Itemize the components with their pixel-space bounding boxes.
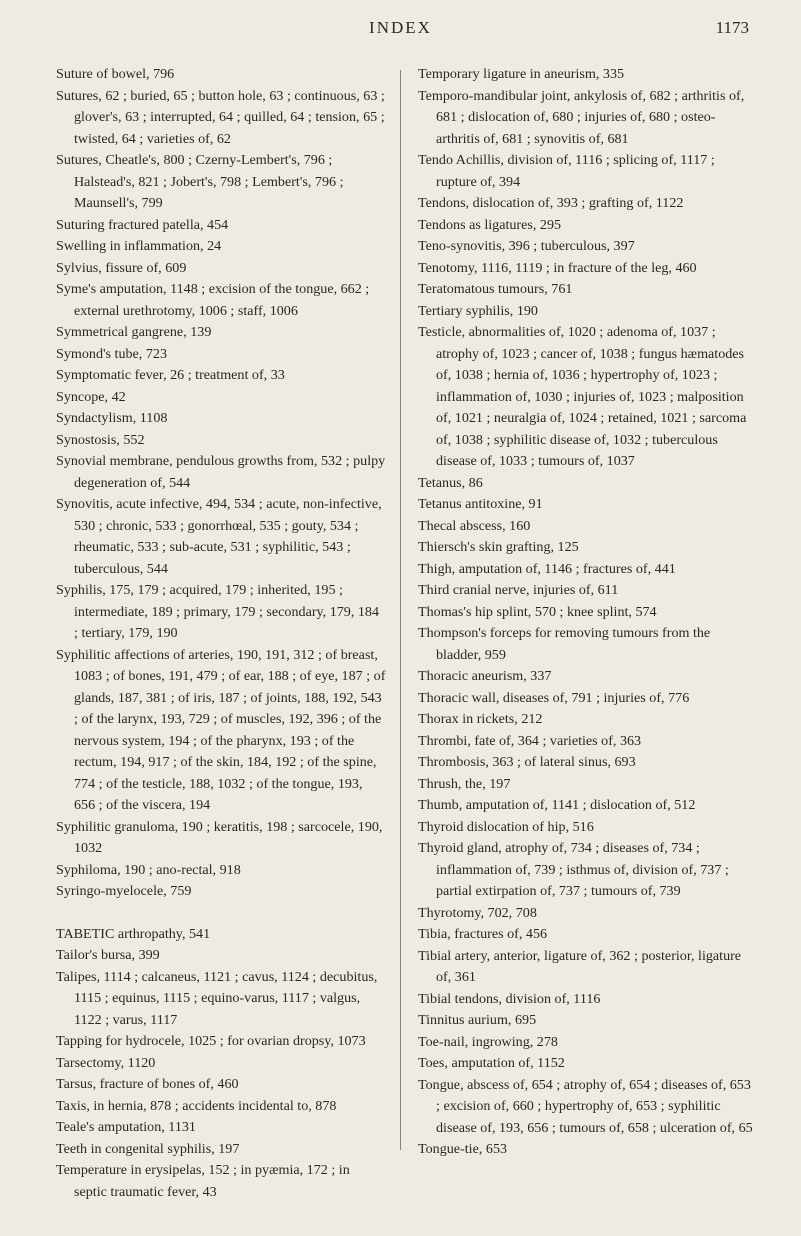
index-entry: Syringo-myelocele, 759 xyxy=(56,883,192,899)
index-entry: Teeth in congenital syphilis, 197 xyxy=(56,1140,240,1157)
index-entry: Toe-nail, ingrowing, 278 xyxy=(418,1033,558,1050)
index-entry: Toes, amputation of, 1152 xyxy=(418,1055,565,1071)
index-entry: Thrush, the, 197 xyxy=(418,775,511,792)
index-entry: Tinnitus aurium, 695 xyxy=(418,1012,537,1028)
index-entry: Symptomatic fever, 26 ; treatment of, 33 xyxy=(56,367,285,383)
index-entry: Tetanus, 86 xyxy=(418,474,483,491)
index-entry: Syphilitic granuloma, 190 ; keratitis, 198 ; sarcocele, 190, 1032 xyxy=(56,818,383,856)
index-entry: Thompson's forceps for removing tumours from the bladder, 959 xyxy=(418,625,711,663)
index-entry: Teno-synovitis, 396 ; tuberculous, 397 xyxy=(418,238,635,254)
index-entry: Thoracic aneurism, 337 xyxy=(418,668,552,684)
index-entry: Tongue-tie, 653 xyxy=(418,1141,508,1157)
index-entry: Swelling in inflammation, 24 xyxy=(56,238,222,254)
index-entry: Thecal abscess, 160 xyxy=(418,517,531,534)
index-entry: Talipes, 1114 ; calcaneus, 1121 ; cavus, 1124 ; decubitus, 1115 ; equinus, 1115 ; equino-varus, 1117 ; valgus, 1122 ; varus, 1117 xyxy=(56,968,378,1028)
index-entry: Tendons as ligatures, 295 xyxy=(418,216,562,233)
index-entry: Tenotomy, 1116, 1119 ; in fracture of the leg, 460 xyxy=(418,259,697,276)
index-entry: Tibial tendons, division of, 1116 xyxy=(418,990,601,1007)
index-entry: Thyroid dislocation of hip, 516 xyxy=(418,818,594,835)
index-entry: Thiersch's skin grafting, 125 xyxy=(418,539,579,555)
index-entry: Sutures, Cheatle's, 800 ; Czerny-Lembert's, 796 ; Halstead's, 821 ; Jobert's, 798 ; Lembert's, 796 ; Maunsell's, 799 xyxy=(56,152,344,211)
index-entry: Thomas's hip splint, 570 ; knee splint, 574 xyxy=(418,603,657,620)
index-entry: Thigh, amputation of, 1146 ; fractures of, 441 xyxy=(418,560,676,577)
index-entry: Third cranial nerve, injuries of, 611 xyxy=(418,582,619,598)
index-entry: Tetanus antitoxine, 91 xyxy=(418,496,543,512)
index-entry: Teratomatous tumours, 761 xyxy=(418,281,573,297)
index-entry: Sylvius, fissure of, 609 xyxy=(56,259,187,276)
index-entry: Syme's amputation, 1148 ; excision of the tongue, 662 ; external urethrotomy, 1006 ; staff, 1006 xyxy=(56,281,370,319)
index-entry: Tarsectomy, 1120 xyxy=(56,1054,156,1071)
index-entry: Tailor's bursa, 399 xyxy=(56,947,160,963)
index-entry: Syphiloma, 190 ; ano-rectal, 918 xyxy=(56,861,241,878)
index-entry: Tarsus, fracture of bones of, 460 xyxy=(56,1076,239,1092)
page-number: 1173 xyxy=(715,18,749,37)
index-entry: Tertiary syphilis, 190 xyxy=(418,302,538,319)
index-entry: TABETIC arthropathy, 541 xyxy=(56,925,211,942)
index-entry: Syphilitic affections of arteries, 190, 191, 312 ; of breast, 1083 ; of bones, 191, 479 ; of ear, 188 ; of eye, 187 ; of glands, 187, 381 ; of iris, 187 ; of joints, 188, 192, 543 ; of the larynx, 193, 729 ; of muscles, 192, 396 ; of the nervous system, 194 ; of the pharynx, 193 ; of the rectum, 194, 917 ; of the skin, 184, 192 ; of the spine, 774 ; of the testicle, 188, 1032 ; of the tongue, 193, 656 ; of the viscera, 194 xyxy=(56,646,386,813)
page-header xyxy=(0,18,801,48)
index-entry: Suture of bowel, 796 xyxy=(56,66,175,82)
index-entry: Symond's tube, 723 xyxy=(56,345,167,362)
index-entry: Tibia, fractures of, 456 xyxy=(418,926,548,942)
index-entry: Temperature in erysipelas, 152 ; in pyæmia, 172 ; in septic traumatic fever, 43 xyxy=(56,1162,350,1200)
index-entry: Tendons, dislocation of, 393 ; grafting of, 1122 xyxy=(418,195,684,211)
index-column-left xyxy=(56,64,386,1203)
running-head: INDEX xyxy=(369,18,432,37)
index-entry: Thoracic wall, diseases of, 791 ; injuries of, 776 xyxy=(418,689,690,706)
section-gap xyxy=(56,903,386,924)
index-entry: Symmetrical gangrene, 139 xyxy=(56,324,212,340)
index-entry: Taxis, in hernia, 878 ; accidents incidental to, 878 xyxy=(56,1097,337,1114)
index-entry: Teale's amputation, 1131 xyxy=(56,1119,196,1135)
index-entry: Suturing fractured patella, 454 xyxy=(56,216,229,233)
index-entry: Thumb, amputation of, 1141 ; dislocation of, 512 xyxy=(418,797,696,813)
index-entry: Thorax in rickets, 212 xyxy=(418,711,543,727)
index-entry: Syphilis, 175, 179 ; acquired, 179 ; inherited, 195 ; intermediate, 189 ; primary, 179 ; secondary, 179, 184 ; tertiary, 179, 190 xyxy=(56,582,380,641)
column-divider xyxy=(400,70,401,1150)
index-entry: Tibial artery, anterior, ligature of, 362 ; posterior, ligature of, 361 xyxy=(418,947,742,985)
index-entry: Tongue, abscess of, 654 ; atrophy of, 654 ; diseases of, 653 ; excision of, 660 ; hypertrophy of, 653 ; syphilitic disease of, 193, 656 ; tumours of, 658 ; ulceration of, 65 xyxy=(418,1076,753,1136)
index-entry: Testicle, abnormalities of, 1020 ; adenoma of, 1037 ; atrophy of, 1023 ; cancer of, 1038 ; fungus hæmatodes of, 1038 ; hernia of, 1036 ; hypertrophy of, 1023 ; inflammation of, 1030 ; injuries of, 1023 ; malposition of, 1021 ; neuralgia of, 1024 ; retained, 1021 ; sarcoma of, 1038 ; syphilitic disease of, 1032 ; tuberculous disease of, 1033 ; tumours of, 1037 xyxy=(418,324,747,469)
index-entry: Thyroid gland, atrophy of, 734 ; diseases of, 734 ; inflammation of, 739 ; isthmus of, division of, 737 ; partial extirpation of, 737 ; tumours of, 739 xyxy=(418,840,729,899)
index-entry: Thyrotomy, 702, 708 xyxy=(418,904,537,921)
index-entry: Synovial membrane, pendulous growths from, 532 ; pulpy degeneration of, 544 xyxy=(56,453,386,491)
index-entry: Syncope, 42 xyxy=(56,388,126,405)
index-entry: Sutures, 62 ; buried, 65 ; button hole, 63 ; continuous, 63 ; glover's, 63 ; interrupted, 64 ; quilled, 64 ; tension, 65 ; twisted, 64 ; varieties of, 62 xyxy=(56,87,385,147)
index-entry: Thrombosis, 363 ; of lateral sinus, 693 xyxy=(418,754,636,770)
index-entry: Tendo Achillis, division of, 1116 ; splicing of, 1117 ; rupture of, 394 xyxy=(418,152,715,190)
index-entry: Temporary ligature in aneurism, 335 xyxy=(418,66,625,82)
index-entry: Thrombi, fate of, 364 ; varieties of, 363 xyxy=(418,732,642,749)
index-entry: Temporo-mandibular joint, ankylosis of, 682 ; arthritis of, 681 ; dislocation of, 680 ; injuries of, 680 ; osteo-arthritis of, 681 ; synovitis of, 681 xyxy=(418,87,745,147)
index-entry: Tapping for hydrocele, 1025 ; for ovarian dropsy, 1073 xyxy=(56,1033,366,1049)
index-entry: Synovitis, acute infective, 494, 534 ; acute, non-infective, 530 ; chronic, 533 ; gonorrhœal, 535 ; gouty, 534 ; rheumatic, 533 ; sub-acute, 531 ; syphilitic, 543 ; tuberculous, 544 xyxy=(56,496,382,577)
index-entry: Syndactylism, 1108 xyxy=(56,410,168,426)
index-entry: Synostosis, 552 xyxy=(56,431,145,448)
index-column-right xyxy=(418,64,754,1161)
